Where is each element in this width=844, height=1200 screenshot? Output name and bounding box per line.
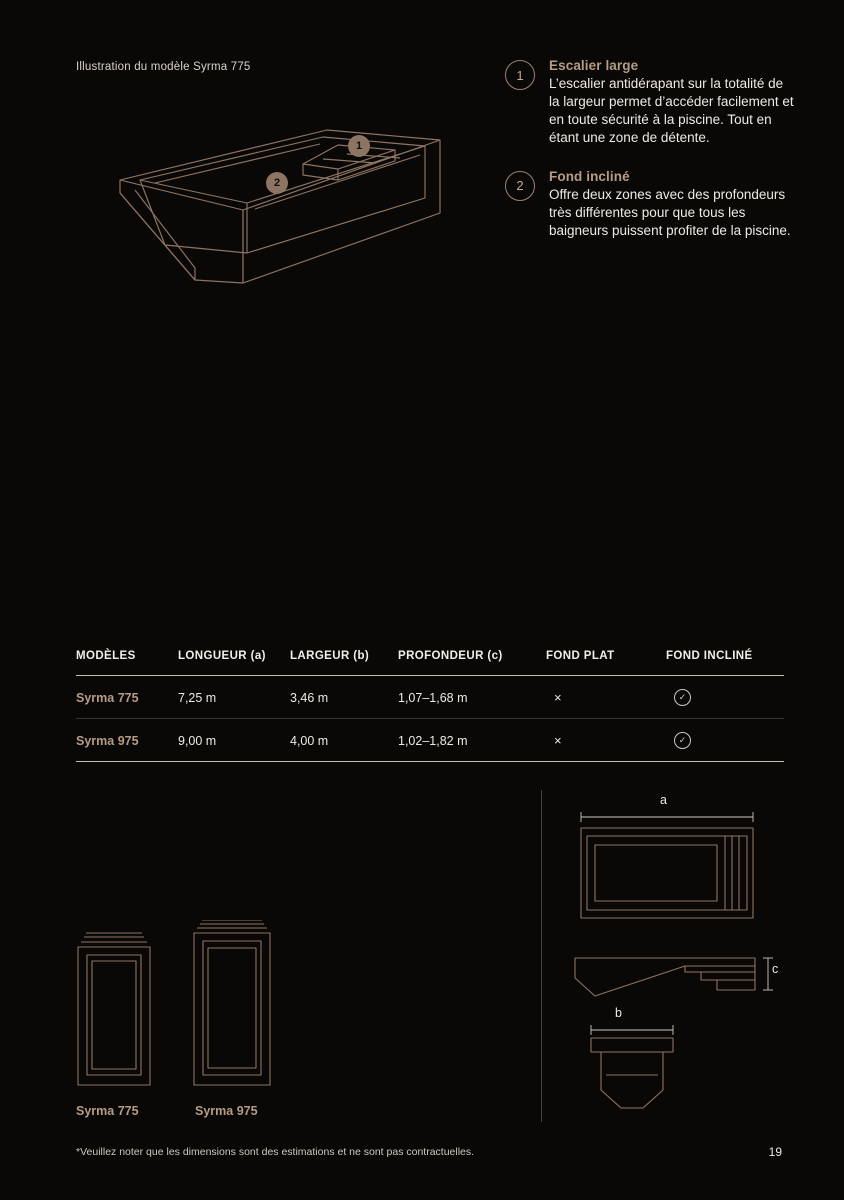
feature-title-2: Fond incliné	[549, 168, 630, 184]
callout-marker-1: 1	[348, 135, 370, 157]
cell-model-775: Syrma 775	[76, 690, 139, 705]
table-header-row	[76, 650, 784, 676]
cell-fond-incline-775	[666, 676, 784, 719]
model-size-label-975: Syrma 975	[195, 1104, 258, 1118]
pool-perspective-svg	[95, 105, 465, 305]
model-comparison-svg	[70, 920, 360, 1100]
cell-profondeur-975: 1,02–1,82 m	[398, 733, 468, 748]
dimension-letter-b: b	[615, 1006, 622, 1020]
dimension-diagrams	[0, 790, 844, 1135]
column-header-modeles: MODÈLES	[76, 650, 136, 662]
cross-icon: ×	[554, 690, 562, 705]
dimension-letter-c: c	[772, 962, 779, 976]
specifications-table	[76, 650, 784, 762]
feature-item-escalier-large	[505, 58, 795, 147]
cell-longueur-975: 9,00 m	[178, 733, 217, 748]
footnote-text: *Veuillez noter que les dimensions sont des estimations et ne sont pas contractuelles.	[76, 1146, 475, 1158]
model-size-label-775: Syrma 775	[76, 1104, 139, 1118]
feature-number-1: 1	[505, 60, 535, 90]
dimension-letter-a: a	[660, 793, 667, 807]
cell-largeur-775: 3,46 m	[290, 690, 329, 705]
technical-views-svg	[565, 790, 795, 1125]
callout-marker-2: 2	[266, 172, 288, 194]
cell-longueur-775: 7,25 m	[178, 690, 217, 705]
check-circle-icon: ✓	[674, 732, 691, 749]
column-header-largeur: LARGEUR (b)	[290, 650, 370, 662]
column-header-fond-incline: FOND INCLINÉ	[666, 650, 753, 662]
feature-number-2: 2	[505, 171, 535, 201]
cell-fond-plat-975	[546, 719, 666, 762]
cell-model-975: Syrma 975	[76, 733, 139, 748]
column-header-fond-plat: FOND PLAT	[546, 650, 615, 662]
feature-body-2	[549, 169, 795, 240]
table-row	[76, 676, 784, 719]
table-body	[76, 676, 784, 762]
illustration-caption: Illustration du modèle Syrma 775	[76, 61, 251, 73]
column-header-longueur: LONGUEUR (a)	[178, 650, 266, 662]
features-list	[505, 58, 795, 262]
table-row	[76, 719, 784, 762]
cell-fond-plat-775	[546, 676, 666, 719]
column-header-profondeur: PROFONDEUR (c)	[398, 650, 503, 662]
feature-text-1: L’escalier antidérapant sur la totalité de la largeur permet d’accéder facilement et en toute sécurité à la piscine. Tout en étant une zone de détente.	[549, 76, 794, 145]
cell-largeur-975: 4,00 m	[290, 733, 329, 748]
feature-item-fond-incline	[505, 169, 795, 240]
page-number: 19	[768, 1145, 782, 1159]
cross-icon: ×	[554, 733, 562, 748]
table-head	[76, 650, 784, 676]
cell-fond-incline-975	[666, 719, 784, 762]
vertical-divider	[541, 790, 542, 1122]
pool-perspective-illustration	[95, 105, 465, 305]
cell-profondeur-775: 1,07–1,68 m	[398, 690, 468, 705]
feature-title-1: Escalier large	[549, 58, 639, 73]
feature-text-2: Offre deux zones avec des profondeurs très différentes pour que tous les baigneurs puissent profiter de la piscine.	[549, 186, 791, 238]
check-circle-icon: ✓	[674, 689, 691, 706]
feature-body-1	[549, 58, 795, 147]
